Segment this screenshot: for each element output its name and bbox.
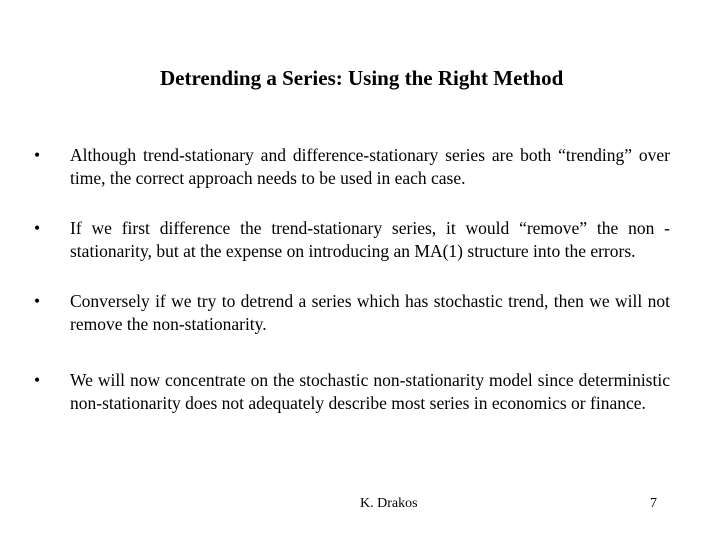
bullet-item xyxy=(34,217,670,263)
bullet-item xyxy=(34,369,670,415)
bullet-icon: • xyxy=(34,291,41,311)
bullet-item xyxy=(34,144,670,190)
footer-author: K. Drakos xyxy=(360,496,418,511)
bullet-icon: • xyxy=(34,145,41,165)
bullet-icon: • xyxy=(34,218,41,238)
bullet-text: Conversely if we try to detrend a series which has stochastic trend, then we will not remove the non-stationarity. xyxy=(70,291,670,334)
slide-title: Detrending a Series: Using the Right Method xyxy=(160,66,564,90)
bullet-text: Although trend-stationary and difference-stationary series are both “trending” over time, the correct approach needs to be used in each case. xyxy=(70,145,670,188)
bullet-text: We will now concentrate on the stochastic non-stationarity model since deterministic non-stationarity does not adequately describe most series in economics or finance. xyxy=(70,370,670,413)
bullet-list xyxy=(34,144,670,442)
bullet-item xyxy=(34,290,670,336)
page-number: 7 xyxy=(650,496,657,511)
bullet-text: If we first difference the trend-stationary series, it would “remove” the non -stationarity, but at the expense on introducing an MA(1) structure into the errors. xyxy=(70,218,670,261)
bullet-icon: • xyxy=(34,370,41,390)
